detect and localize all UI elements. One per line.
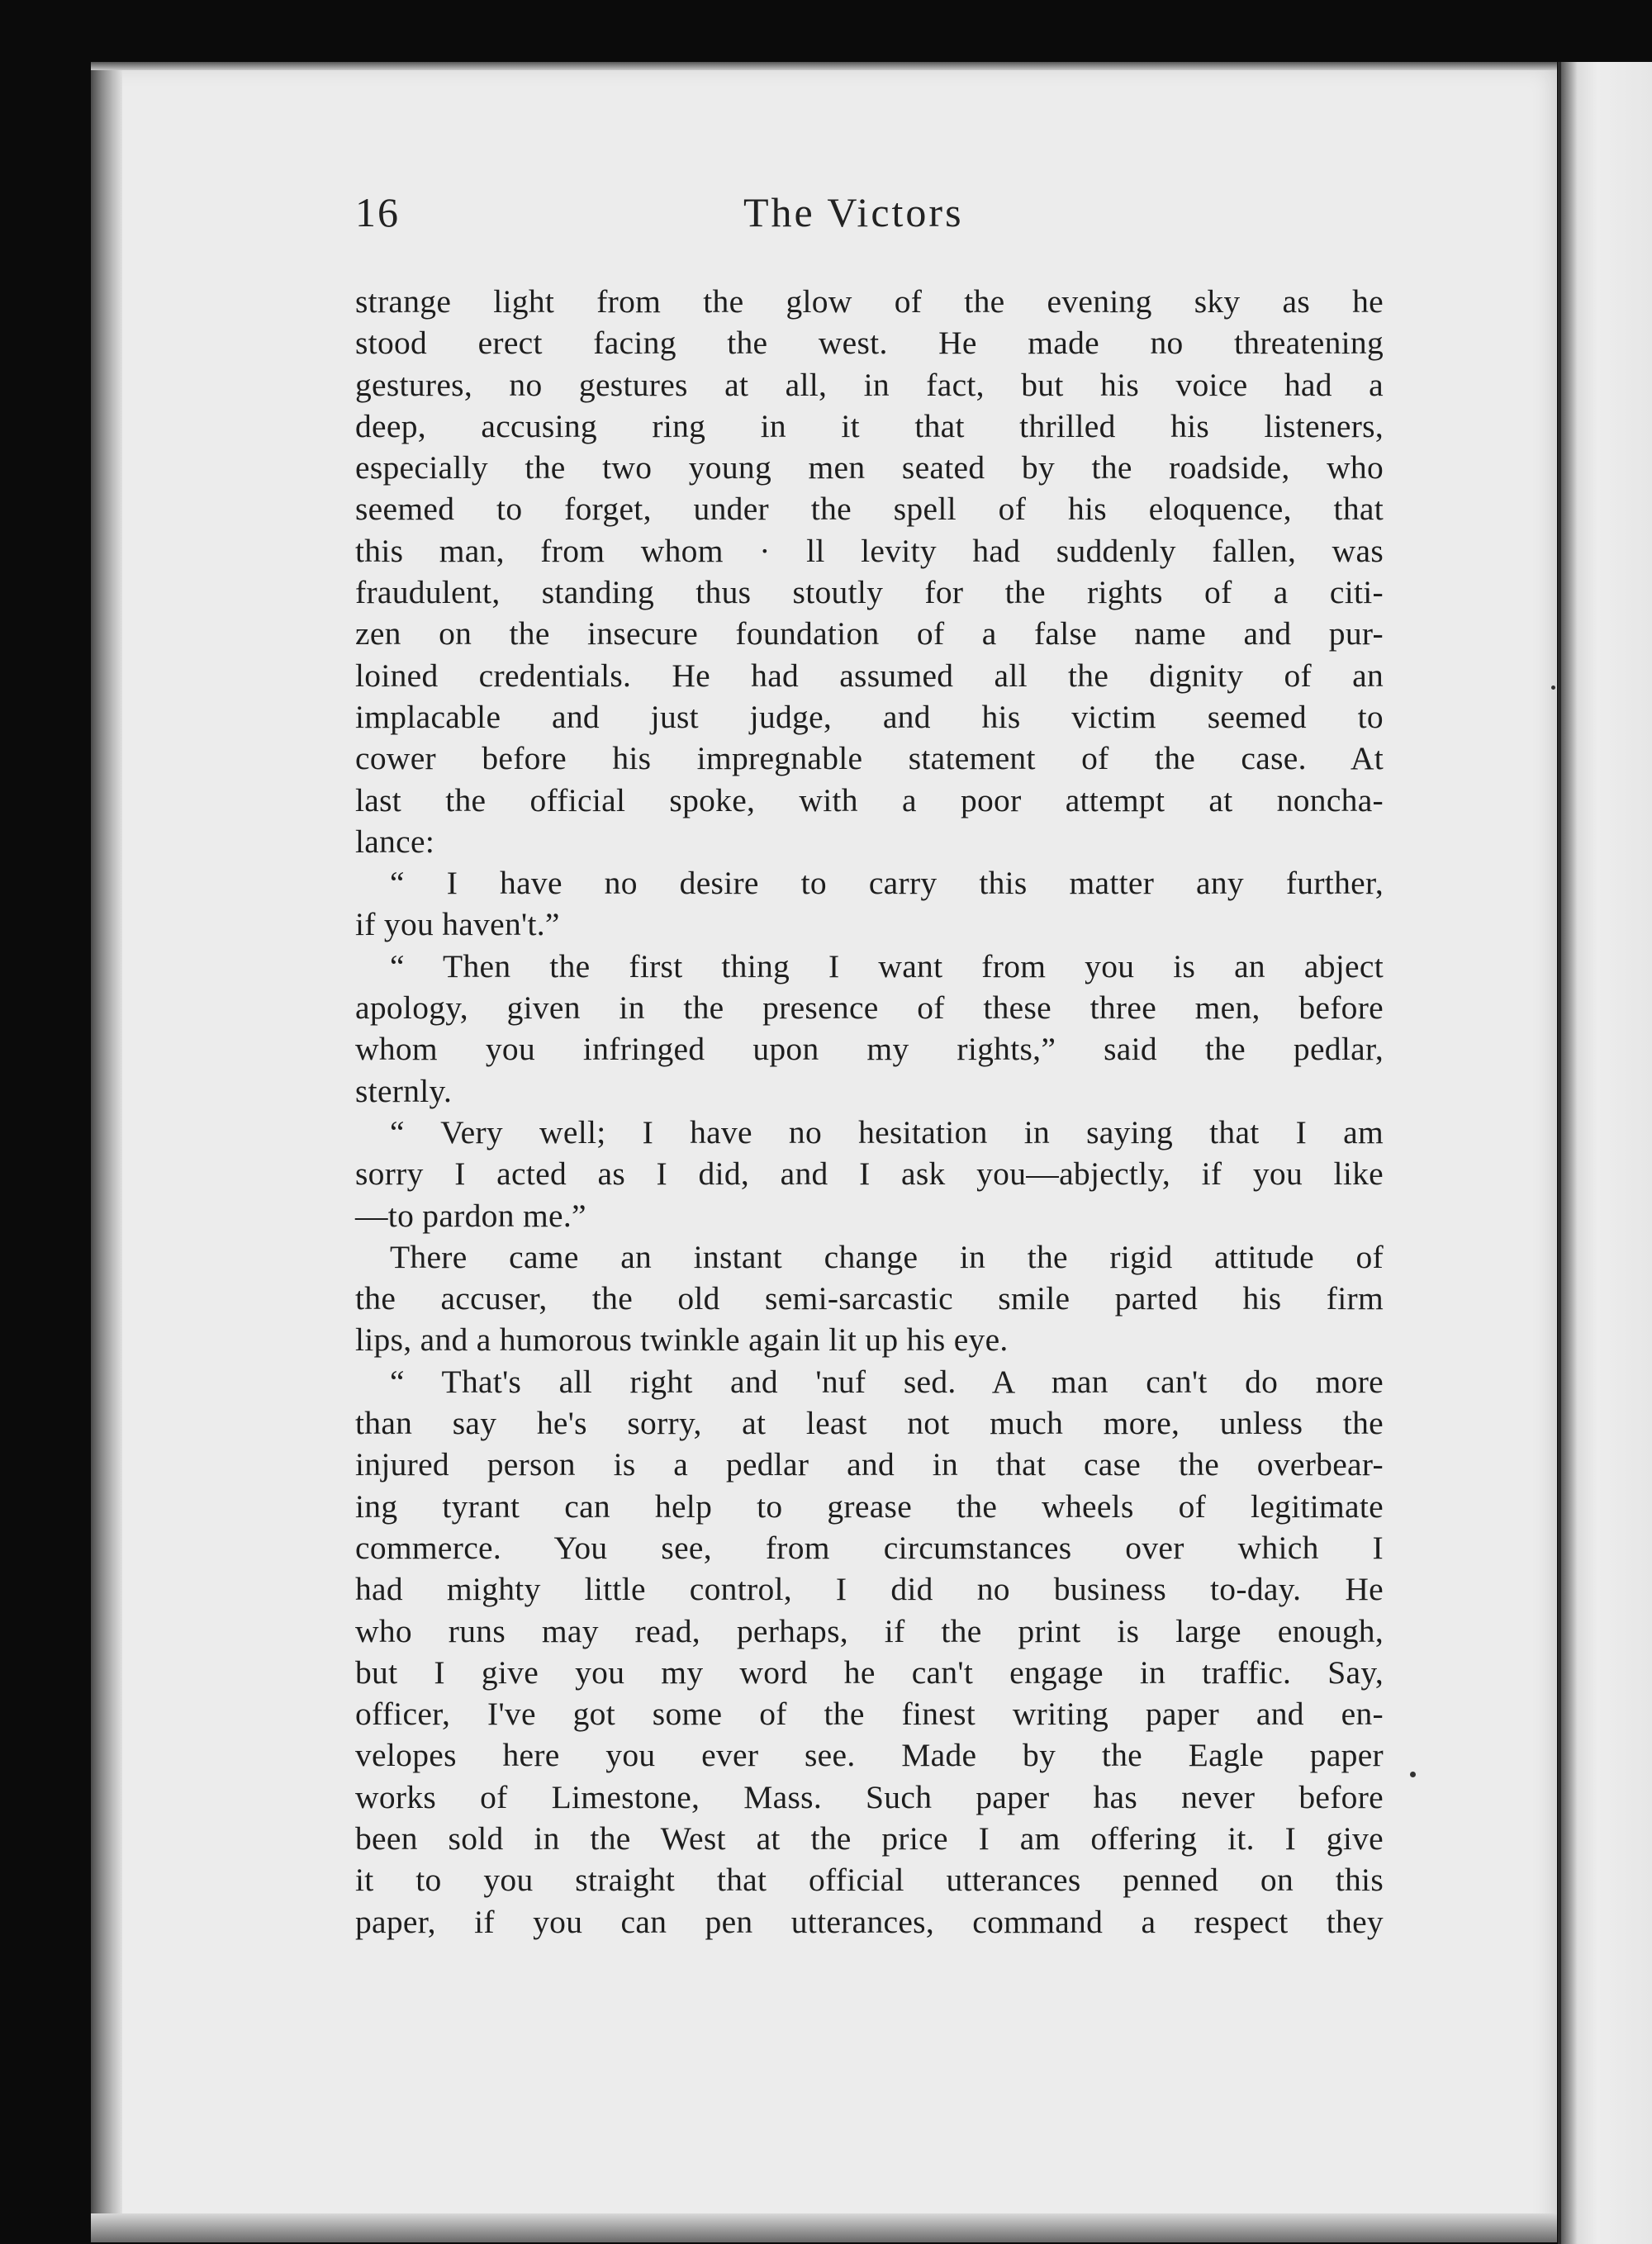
text-line: had mighty little control, I did no business to-day. He — [355, 1571, 1384, 1608]
running-head — [355, 188, 1388, 246]
text-line: sorry I acted as I did, and I ask you—abjectly, if you like — [355, 1155, 1384, 1193]
text-line: the accuser, the old semi-sarcastic smile parted his firm — [355, 1280, 1384, 1317]
text-line: who runs may read, perhaps, if the print is large enough, — [355, 1612, 1384, 1649]
text-line: lance: — [355, 823, 435, 860]
text-line: paper, if you can pen utterances, command a respect they — [355, 1903, 1384, 1940]
text-line: gestures, no gestures at all, in fact, but his voice had a — [355, 366, 1384, 403]
text-line: deep, accusing ring in it that thrilled his listeners, — [355, 407, 1384, 444]
text-line: last the official spoke, with a poor attempt at noncha- — [355, 781, 1384, 818]
scan-speck — [1551, 686, 1555, 690]
text-line: seemed to forget, under the spell of his eloquence, that — [355, 491, 1384, 528]
text-line: this man, from whom · ll levity had suddenly fallen, was — [355, 532, 1384, 569]
text-line: apology, given in the presence of these three men, before — [355, 989, 1384, 1027]
scan-speck — [1410, 1772, 1416, 1777]
text-line: zen on the insecure foundation of a false name and pur- — [355, 615, 1384, 652]
text-line: commerce. You see, from circumstances over which I — [355, 1529, 1384, 1566]
text-line: been sold in the West at the price I am offering it. I give — [355, 1819, 1384, 1857]
text-line: especially the two young men seated by the roadside, who — [355, 449, 1384, 486]
text-line: officer, I've got some of the finest writing paper and en- — [355, 1696, 1384, 1733]
facing-page-edge — [1561, 62, 1652, 2244]
text-line: works of Limestone, Mass. Such paper has never before — [355, 1778, 1384, 1815]
text-line: it to you straight that official utterances penned on this — [355, 1862, 1384, 1899]
page-top-edge — [91, 62, 1557, 70]
text-line: if you haven't.” — [355, 906, 560, 943]
text-line: strange light from the glow of the evening sky as he — [355, 283, 1384, 320]
text-line: but I give you my word he can't engage in traffic. Say, — [355, 1653, 1384, 1691]
text-line: injured person is a pedlar and in that case the overbear- — [355, 1446, 1384, 1483]
text-line: “ Then the first thing I want from you is an abject — [390, 947, 1384, 984]
text-line: “ I have no desire to carry this matter any further, — [390, 865, 1384, 902]
text-line: lips, and a humorous twinkle again lit up his eye. — [355, 1321, 1009, 1359]
text-line: loined credentials. He had assumed all the dignity of an — [355, 657, 1384, 694]
text-line: fraudulent, standing thus stoutly for the rights of a citi- — [355, 574, 1384, 611]
text-line: than say he's sorry, at least not much more, unless the — [355, 1405, 1384, 1442]
text-line: There came an instant change in the rigid attitude of — [390, 1238, 1384, 1275]
text-line: —to pardon me.” — [355, 1197, 586, 1234]
text-line: whom you infringed upon my rights,” said the pedlar, — [355, 1031, 1384, 1068]
text-line: cower before his impregnable statement of the case. At — [355, 740, 1384, 777]
text-line: “ That's all right and 'nuf sed. A man can't do more — [390, 1363, 1384, 1400]
body-text — [355, 281, 1384, 1943]
text-line: “ Very well; I have no hesitation in saying that I am — [390, 1113, 1384, 1150]
page-bottom-edge — [91, 2213, 1557, 2242]
text-line: ing tyrant can help to grease the wheels of legitimate — [355, 1487, 1384, 1525]
running-title: The Victors — [743, 189, 964, 235]
text-line: implacable and just judge, and his victim seemed to — [355, 698, 1384, 735]
text-line: sternly. — [355, 1072, 453, 1109]
text-line: velopes here you ever see. Made by the Eagle paper — [355, 1737, 1384, 1774]
page-binding-edge — [91, 62, 122, 2242]
page-number: 16 — [355, 189, 400, 235]
text-line: stood erect facing the west. He made no threatening — [355, 325, 1384, 362]
